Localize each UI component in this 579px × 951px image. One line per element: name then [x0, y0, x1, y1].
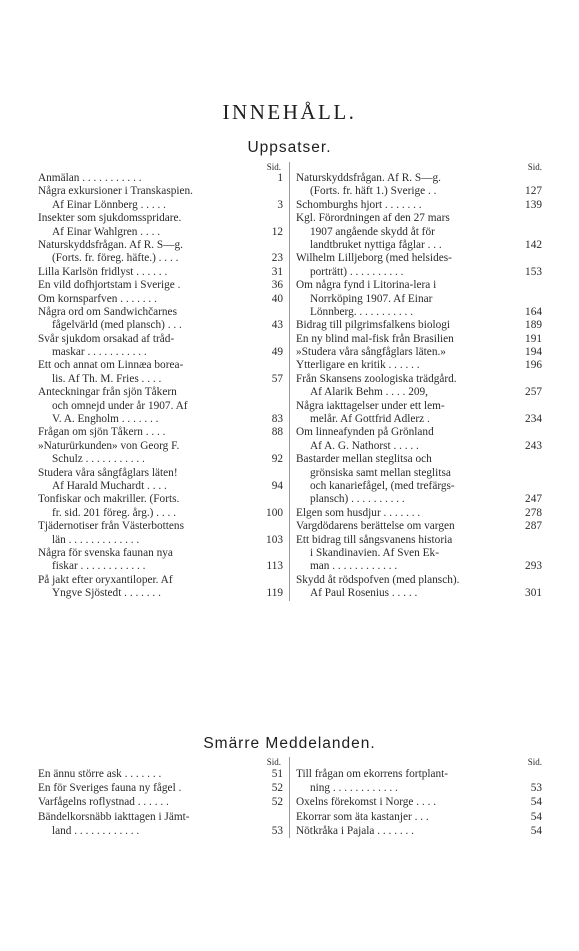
- toc-entry-text: Af A. G. Nathorst . . . . .: [310, 439, 419, 452]
- toc-entry-text: En ännu större ask . . . . . . .: [38, 768, 162, 780]
- toc-entry: [38, 467, 283, 480]
- toc-entry-text: Ekorrar som äta kastanjer . . .: [296, 810, 429, 823]
- toc-entry: [296, 400, 542, 413]
- column-left: [38, 162, 290, 601]
- toc-entry: [38, 279, 283, 292]
- toc-entry-text: Af Einar Lönnberg . . . . .: [52, 198, 166, 211]
- toc-entry: [38, 212, 283, 225]
- toc-entry: [38, 534, 283, 547]
- toc-entry: [38, 574, 283, 587]
- toc-entry: [296, 795, 542, 809]
- section-smarre-meddelanden: [38, 757, 542, 838]
- toc-entry: [38, 252, 283, 265]
- toc-entry-page-number: 54: [530, 796, 542, 809]
- column-right: [290, 162, 542, 601]
- toc-entry-text: fr. sid. 201 föreg. årg.) . . . .: [52, 506, 177, 519]
- toc-entry-text: Elgen som husdjur . . . . . . .: [296, 506, 421, 519]
- toc-entry: [38, 185, 283, 198]
- toc-entry-text: »Naturürkunden» von Georg F.: [38, 439, 180, 452]
- toc-entry-text: Frågan om sjön Tåkern . . . .: [38, 426, 166, 439]
- toc-entry: [38, 824, 283, 838]
- toc-entry: [38, 560, 283, 573]
- toc-entry: [38, 333, 283, 346]
- toc-entry-text: Schulz . . . . . . . . . . .: [52, 453, 145, 466]
- toc-entry-text: Ett och annat om Linnæa borea-: [38, 359, 184, 372]
- toc-entry: [296, 574, 542, 587]
- toc-entry-text: Lilla Karlsön fridlyst . . . . . .: [38, 265, 168, 278]
- toc-entry-text: län . . . . . . . . . . . . .: [52, 533, 140, 546]
- toc-entry: [296, 252, 542, 265]
- toc-entry: [296, 810, 542, 824]
- toc-entry: [296, 172, 542, 185]
- toc-entry-page-number: 164: [525, 305, 542, 318]
- toc-entry-text: Studera våra sångfåglars läten!: [38, 466, 178, 479]
- toc-entry-page-number: 36: [271, 279, 283, 292]
- toc-entry: [38, 507, 283, 520]
- toc-entry: [38, 226, 283, 239]
- toc-entry-page-number: 142: [525, 238, 542, 251]
- toc-entry-text: (Forts. fr. föreg. häfte.) . . . .: [52, 252, 179, 265]
- toc-entry-page-number: 3: [277, 198, 283, 211]
- toc-entry: [38, 426, 283, 439]
- toc-entry: [38, 386, 283, 399]
- toc-entry-page-number: 113: [266, 560, 283, 573]
- toc-entry-page-number: 43: [271, 319, 283, 332]
- toc-entry-page-number: 54: [530, 824, 542, 837]
- toc-entry: [38, 795, 283, 809]
- toc-entry: [296, 279, 542, 292]
- toc-entry-text: Anmälan . . . . . . . . . . .: [38, 172, 142, 184]
- toc-entry-text: i Skandinavien. Af Sven Ek-: [310, 546, 439, 559]
- toc-entry-text: Af Alarik Behm . . . . 209,: [310, 386, 428, 399]
- toc-entry-text: V. A. Engholm . . . . . . .: [52, 413, 159, 426]
- toc-entry-text: plansch) . . . . . . . . . .: [310, 493, 405, 506]
- toc-entry-page-number: 92: [271, 453, 283, 466]
- toc-entry: [296, 440, 542, 453]
- section-heading-smarre-meddelanden: Smärre Meddelanden.: [203, 735, 376, 752]
- toc-entry: [38, 480, 283, 493]
- toc-entry-text: Några för svenska faunan nya: [38, 546, 173, 559]
- toc-entry: [296, 386, 542, 399]
- toc-entry: [296, 293, 542, 306]
- toc-entry-text: Till frågan om ekorrens fortplant-: [296, 768, 449, 780]
- toc-entry-text: Schomburghs hjort . . . . . . .: [296, 198, 422, 211]
- toc-entry: [296, 306, 542, 319]
- toc-entry: [38, 400, 283, 413]
- toc-entry-page-number: 40: [271, 292, 283, 305]
- toc-entry: [296, 226, 542, 239]
- toc-entry-text: På jakt efter oryxantiloper. Af: [38, 573, 173, 586]
- toc-entry-text: man . . . . . . . . . . . .: [310, 560, 398, 573]
- toc-entry-text: Skydd åt rödspofven (med plansch).: [296, 573, 460, 586]
- toc-entry-text: Anteckningar från sjön Tåkern: [38, 386, 177, 399]
- toc-entry-text: Af Harald Muchardt . . . .: [52, 479, 167, 492]
- toc-entry-text: Lönnberg. . . . . . . . . . .: [310, 305, 414, 318]
- toc-entry-text: Oxelns förekomst i Norge . . . .: [296, 796, 437, 809]
- toc-entry: [296, 359, 542, 372]
- toc-entry-page-number: 52: [271, 782, 283, 795]
- toc-entry: [38, 781, 283, 795]
- toc-entry-text: Af Paul Rosenius . . . . .: [310, 587, 418, 600]
- toc-entry: [296, 185, 542, 198]
- toc-entry: [38, 266, 283, 279]
- toc-entry-text: Yngve Sjöstedt . . . . . . .: [52, 587, 161, 600]
- toc-entry-text: Ytterligare en kritik . . . . . .: [296, 359, 420, 372]
- toc-entry-text: En vild dofhjortstam i Sverige .: [38, 279, 181, 292]
- toc-entry-text: Om några fynd i Litorina-lera i: [296, 279, 437, 292]
- toc-entry: [296, 266, 542, 279]
- toc-entry-text: Insekter som sjukdomsspridare.: [38, 212, 182, 225]
- toc-entry-page-number: 301: [525, 587, 542, 600]
- toc-entry-text: En ny blind mal-fisk från Brasilien: [296, 332, 454, 345]
- toc-entry-page-number: 189: [525, 319, 542, 332]
- toc-entry-page-number: 153: [525, 265, 542, 278]
- toc-entry-text: Om linneafynden på Grönland: [296, 426, 434, 439]
- toc-entry: [38, 172, 283, 185]
- toc-entry-page-number: 1: [277, 172, 283, 184]
- toc-entry-text: 1907 angående skydd åt för: [310, 225, 435, 238]
- toc-entry-page-number: 243: [525, 439, 542, 452]
- toc-entry: [296, 824, 542, 838]
- toc-entry: [296, 319, 542, 332]
- toc-entry-text: landtbruket nyttiga fåglar . . .: [310, 238, 442, 251]
- toc-entry-text: och omnejd under år 1907. Af: [52, 399, 188, 412]
- toc-entry: [38, 306, 283, 319]
- toc-entry-text: Ett bidrag till sångsvanens historia: [296, 533, 453, 546]
- toc-entry-text: Några ord om Sandwichčarnes: [38, 305, 177, 318]
- toc-entry-page-number: 103: [266, 533, 283, 546]
- toc-entry-page-number: 191: [525, 332, 542, 345]
- toc-entry-page-number: 23: [271, 252, 283, 265]
- toc-entry: [38, 520, 283, 533]
- toc-entry-page-number: 54: [530, 810, 542, 823]
- toc-entry-page-number: 94: [271, 479, 283, 492]
- toc-entry-text: Bändelkorsnäbb iakttagen i Jämt-: [38, 810, 190, 823]
- toc-entry-text: Svår sjukdom orsakad af tråd-: [38, 332, 175, 345]
- toc-entry: [38, 547, 283, 560]
- toc-entry: [296, 781, 542, 795]
- page-column-label: Sid.: [527, 162, 542, 172]
- toc-entry-text: Af Einar Wahlgren . . . .: [52, 225, 161, 238]
- toc-entry-text: Nötkråka i Pajala . . . . . . .: [296, 824, 414, 837]
- toc-entry-page-number: 83: [271, 413, 283, 426]
- toc-entry-text: En för Sveriges fauna ny fågel .: [38, 782, 182, 795]
- toc-entry-text: Några iakttagelser under ett lem-: [296, 399, 445, 412]
- toc-entry: [296, 239, 542, 252]
- toc-entry: [296, 507, 542, 520]
- toc-entry-text: Bidrag till pilgrimsfalkens biologi: [296, 319, 451, 332]
- toc-entry-page-number: 257: [525, 386, 542, 399]
- toc-entry-page-number: 127: [525, 185, 542, 198]
- toc-entry-page-number: 53: [271, 824, 283, 837]
- toc-entry-page-number: 247: [525, 493, 542, 506]
- column-right: [290, 757, 542, 838]
- toc-entry-text: Tonfiskar och makriller. (Forts.: [38, 493, 180, 506]
- toc-entry: [296, 212, 542, 225]
- toc-entry: [296, 426, 542, 439]
- toc-entry-page-number: 234: [525, 413, 542, 426]
- toc-entry: [38, 440, 283, 453]
- toc-entry: [38, 413, 283, 426]
- section-heading-uppsatser: Uppsatser.: [247, 139, 332, 156]
- toc-entry-page-number: 57: [271, 372, 283, 385]
- toc-entry-text: maskar . . . . . . . . . . .: [52, 346, 147, 359]
- toc-entry-page-number: 100: [266, 506, 283, 519]
- toc-entry-page-number: 53: [530, 782, 542, 795]
- page-column-label: Sid.: [266, 162, 281, 172]
- toc-entry: [38, 293, 283, 306]
- toc-entry-page-number: 119: [266, 587, 283, 600]
- toc-entry-page-number: 88: [271, 426, 283, 439]
- toc-entry-text: och kanariefågel, (med trefärgs-: [310, 479, 455, 492]
- toc-entry-text: Kgl. Förordningen af den 27 mars: [296, 212, 450, 225]
- toc-entry: [296, 453, 542, 466]
- toc-entry-text: melår. Af Gottfrid Adlerz .: [310, 413, 430, 426]
- toc-entry: [38, 810, 283, 824]
- toc-entry: [38, 767, 283, 781]
- toc-entry-page-number: 278: [525, 506, 542, 519]
- toc-entry-text: Tjädernotiser från Västerbottens: [38, 520, 184, 533]
- toc-entry: [296, 333, 542, 346]
- toc-entry-text: porträtt) . . . . . . . . . .: [310, 265, 404, 278]
- toc-entry: [296, 520, 542, 533]
- toc-entry: [296, 587, 542, 600]
- toc-entry: [38, 199, 283, 212]
- section-uppsatser: [38, 162, 542, 601]
- toc-entry-text: fågelvärld (med plansch) . . .: [52, 319, 182, 332]
- page-column-label: Sid.: [527, 757, 542, 767]
- toc-entry: [296, 373, 542, 386]
- toc-entry-text: lis. Af Th. M. Fries . . . .: [52, 372, 162, 385]
- toc-entry-text: Från Skansens zoologiska trädgård.: [296, 372, 457, 385]
- toc-entry-text: fiskar . . . . . . . . . . . .: [52, 560, 146, 573]
- toc-entry-text: (Forts. fr. häft 1.) Sverige . .: [310, 185, 437, 198]
- toc-entry: [38, 373, 283, 386]
- toc-entry-page-number: 12: [271, 225, 283, 238]
- toc-entry-text: Om kornsparfven . . . . . . .: [38, 292, 157, 305]
- toc-entry: [296, 480, 542, 493]
- toc-entry: [296, 413, 542, 426]
- toc-entry: [38, 359, 283, 372]
- toc-entry-page-number: 49: [271, 346, 283, 359]
- toc-entry: [38, 346, 283, 359]
- toc-entry-text: Naturskyddsfrågan. Af R. S—g.: [296, 172, 441, 184]
- toc-entry-page-number: 293: [525, 560, 542, 573]
- toc-entry: [38, 453, 283, 466]
- toc-entry-page-number: 51: [271, 768, 283, 780]
- toc-entry-text: grönsiska samt mellan steglitsa: [310, 466, 451, 479]
- toc-entry: [296, 493, 542, 506]
- toc-entry: [296, 560, 542, 573]
- toc-entry-page-number: 194: [525, 346, 542, 359]
- page-column-label: Sid.: [266, 757, 281, 767]
- toc-entry-text: Varfågelns roflystnad . . . . . .: [38, 796, 169, 809]
- page-title: INNEHÅLL.: [222, 100, 357, 124]
- toc-entry-text: ning . . . . . . . . . . . .: [310, 782, 398, 795]
- toc-entry-text: land . . . . . . . . . . . .: [52, 824, 140, 837]
- toc-entry-page-number: 287: [525, 520, 542, 533]
- toc-entry: [296, 767, 542, 781]
- toc-entry-text: Några exkursioner i Transkaspien.: [38, 185, 193, 198]
- toc-entry-text: »Studera våra sångfåglars läten.»: [296, 346, 446, 359]
- toc-entry-page-number: 139: [525, 198, 542, 211]
- toc-entry-page-number: 52: [271, 796, 283, 809]
- toc-entry-page-number: 196: [525, 359, 542, 372]
- toc-entry-text: Naturskyddsfrågan. Af R. S—g.: [38, 238, 183, 251]
- toc-entry: [296, 534, 542, 547]
- toc-entry: [38, 587, 283, 600]
- column-left: [38, 757, 290, 838]
- toc-entry-text: Bastarder mellan steglitsa och: [296, 453, 432, 466]
- toc-entry-text: Vargdödarens berättelse om vargen: [296, 520, 455, 533]
- toc-entry: [38, 493, 283, 506]
- toc-entry-page-number: 31: [271, 265, 283, 278]
- toc-entry: [296, 547, 542, 560]
- toc-entry-text: Wilhelm Lilljeborg (med helsides-: [296, 252, 452, 265]
- toc-entry: [38, 239, 283, 252]
- toc-entry-text: Norrköping 1907. Af Einar: [310, 292, 433, 305]
- toc-entry: [296, 199, 542, 212]
- toc-entry: [38, 319, 283, 332]
- toc-entry: [296, 467, 542, 480]
- toc-entry: [296, 346, 542, 359]
